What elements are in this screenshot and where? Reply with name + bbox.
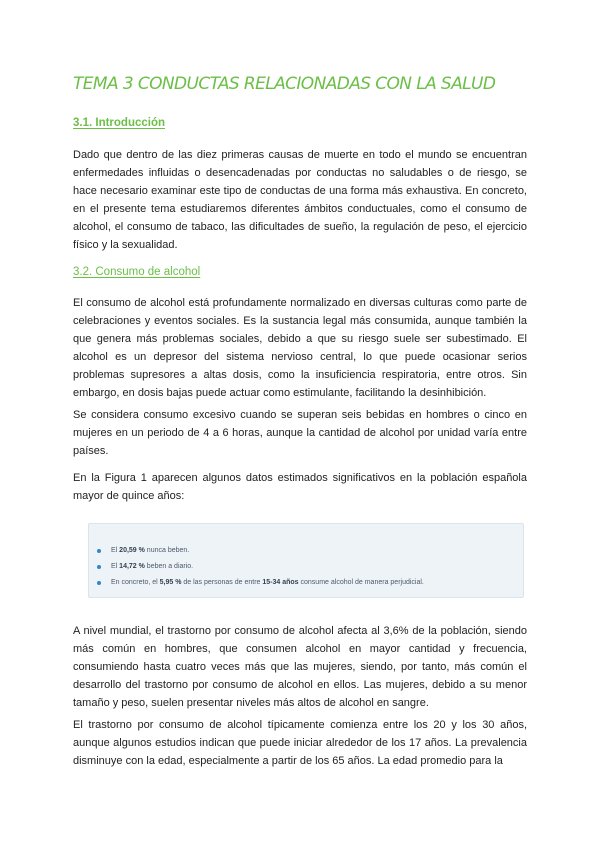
figure-list-item: El 20,59 % nunca beben.: [97, 543, 424, 559]
stat-value: 14,72 %: [119, 563, 145, 570]
figure-list-item: El 14,72 % beben a diario.: [97, 559, 424, 575]
paragraph-introduccion: Dado que dentro de las diez primeras causas de muerte en todo el mundo se encuentran enfermedades influidas o desencadenadas por conductas no saludables o de riesgo, se hace necesario examinar este tipo de conductas de una forma más exhaustiva. En concreto, en el presente tema estudiaremos diferentes ámbitos conductuales, como el consumo de alcohol, el consumo de tabaco, las dificultades de sueño, la regulación de peso, el ejercicio físico y la sexualidad.: [73, 149, 527, 251]
section-heading-introduccion: 3.1. Introducción: [73, 117, 166, 129]
figure-1-box: [88, 523, 524, 598]
page-title: TEMA 3 CONDUCTAS RELACIONADAS CON LA SALUD: [73, 74, 496, 94]
bullet-icon: [97, 549, 101, 553]
age-range: 15-34 años: [262, 579, 299, 586]
paragraph-alcohol-2: Se considera consumo excesivo cuando se superan seis bebidas en hombres o cinco en mujeres en un periodo de 4 a 6 horas, aunque la cantidad de alcohol por unidad varía entre países.: [73, 409, 527, 457]
figure-list-item: En concreto, el 5,95 % de las personas de entre 15-34 años consume alcohol de manera perjudicial.: [97, 575, 424, 591]
section-heading-consumo-alcohol: 3.2. Consumo de alcohol: [73, 266, 201, 278]
paragraph-alcohol-4: A nivel mundial, el trastorno por consumo de alcohol afecta al 3,6% de la población, siendo más común en hombres, que consumen alcohol en mayor cantidad y frecuencia, consumiendo hasta cuatro veces más que las mujeres, siendo, por tanto, más común el desarrollo del trastorno por consumo de alcohol en ellos. Las mujeres, debido a su menor tamaño y peso, suelen presentar niveles más altos de alcohol en sangre.: [73, 625, 527, 709]
bullet-icon: [97, 581, 101, 585]
paragraph-alcohol-5: El trastorno por consumo de alcohol típicamente comienza entre los 20 y los 30 años, aunque algunos estudios indican que puede iniciar alrededor de los 17 años. La prevalencia disminuye con la edad, especialmente a partir de los 65 años. La edad promedio para la: [73, 719, 527, 767]
stat-value: 20,59 %: [119, 547, 145, 554]
bullet-icon: [97, 565, 101, 569]
figure-1-list: [97, 543, 424, 591]
stat-value: 5,95 %: [159, 579, 182, 586]
paragraph-alcohol-3: En la Figura 1 aparecen algunos datos estimados significativos en la población española mayor de quince años:: [73, 472, 527, 502]
paragraph-alcohol-1: El consumo de alcohol está profundamente normalizado en diversas culturas como parte de celebraciones y eventos sociales. Es la sustancia legal más consumida, aunque también la que genera más problemas sociales, debido a que su riesgo suele ser subestimado. El alcohol es un depresor del sistema nervioso central, lo que puede ocasionar serios problemas supresores a altas dosis, como la insuficiencia respiratoria, entre otros. Sin embargo, en dosis bajas puede actuar como estimulante, facilitando la desinhibición.: [73, 297, 527, 399]
